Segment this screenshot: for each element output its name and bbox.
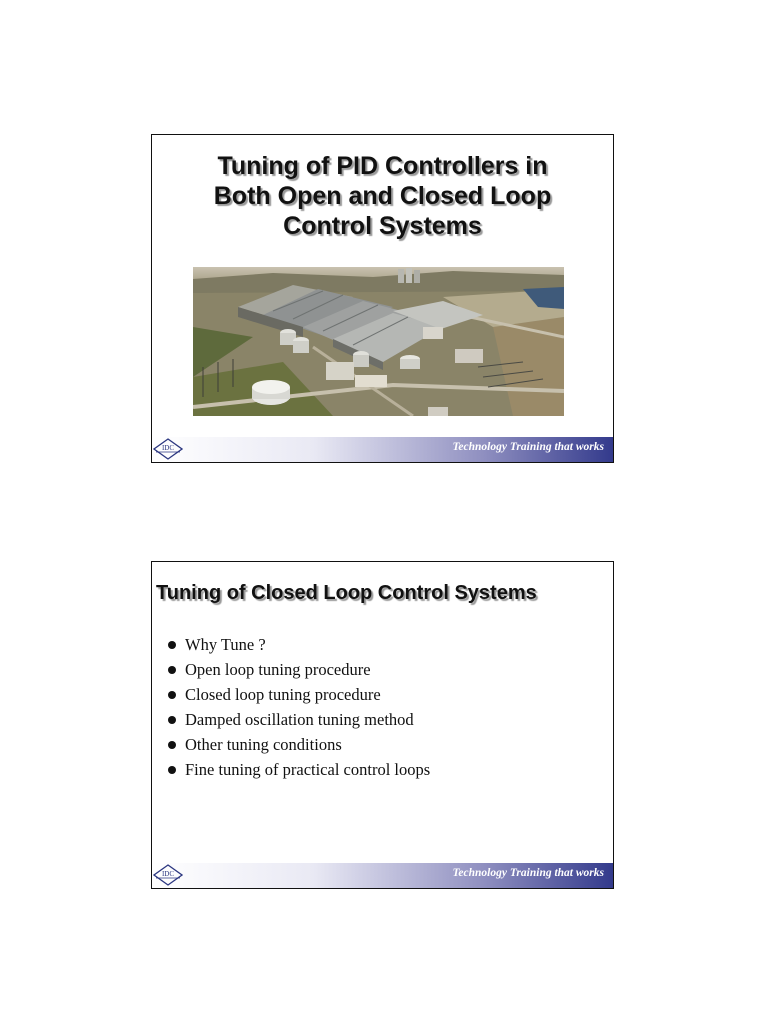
svg-text:IDC: IDC bbox=[161, 444, 175, 452]
bullet-item: Damped oscillation tuning method bbox=[168, 707, 430, 732]
bullet-dot-icon bbox=[168, 691, 176, 699]
slide-2-title: Tuning of Closed Loop Control Systems bbox=[156, 582, 537, 604]
slide-1-title bbox=[152, 151, 613, 241]
title-line-3: Control Systems bbox=[283, 212, 482, 240]
bullet-list bbox=[168, 632, 430, 782]
title-line-2: Both Open and Closed Loop bbox=[213, 182, 552, 210]
bullet-item: Other tuning conditions bbox=[168, 732, 430, 757]
slide-1-footer bbox=[152, 437, 613, 462]
bullet-item: Fine tuning of practical control loops bbox=[168, 757, 430, 782]
idc-logo-icon bbox=[153, 438, 183, 460]
slide-1 bbox=[151, 134, 614, 463]
bullet-dot-icon bbox=[168, 641, 176, 649]
bullet-item: Closed loop tuning procedure bbox=[168, 682, 430, 707]
slide-2 bbox=[151, 561, 614, 889]
industrial-plant-photo bbox=[193, 267, 564, 416]
slide-2-footer bbox=[152, 863, 613, 888]
bullet-item: Open loop tuning procedure bbox=[168, 657, 430, 682]
bullet-item: Why Tune ? bbox=[168, 632, 430, 657]
svg-text:IDC: IDC bbox=[161, 870, 175, 878]
footer-tagline: Technology Training that works bbox=[452, 441, 604, 453]
bullet-dot-icon bbox=[168, 716, 176, 724]
bullet-dot-icon bbox=[168, 666, 176, 674]
idc-logo-icon bbox=[153, 864, 183, 886]
footer-tagline: Technology Training that works bbox=[452, 867, 604, 879]
title-line-1: Tuning of PID Controllers in bbox=[217, 152, 548, 180]
bullet-dot-icon bbox=[168, 741, 176, 749]
bullet-dot-icon bbox=[168, 766, 176, 774]
